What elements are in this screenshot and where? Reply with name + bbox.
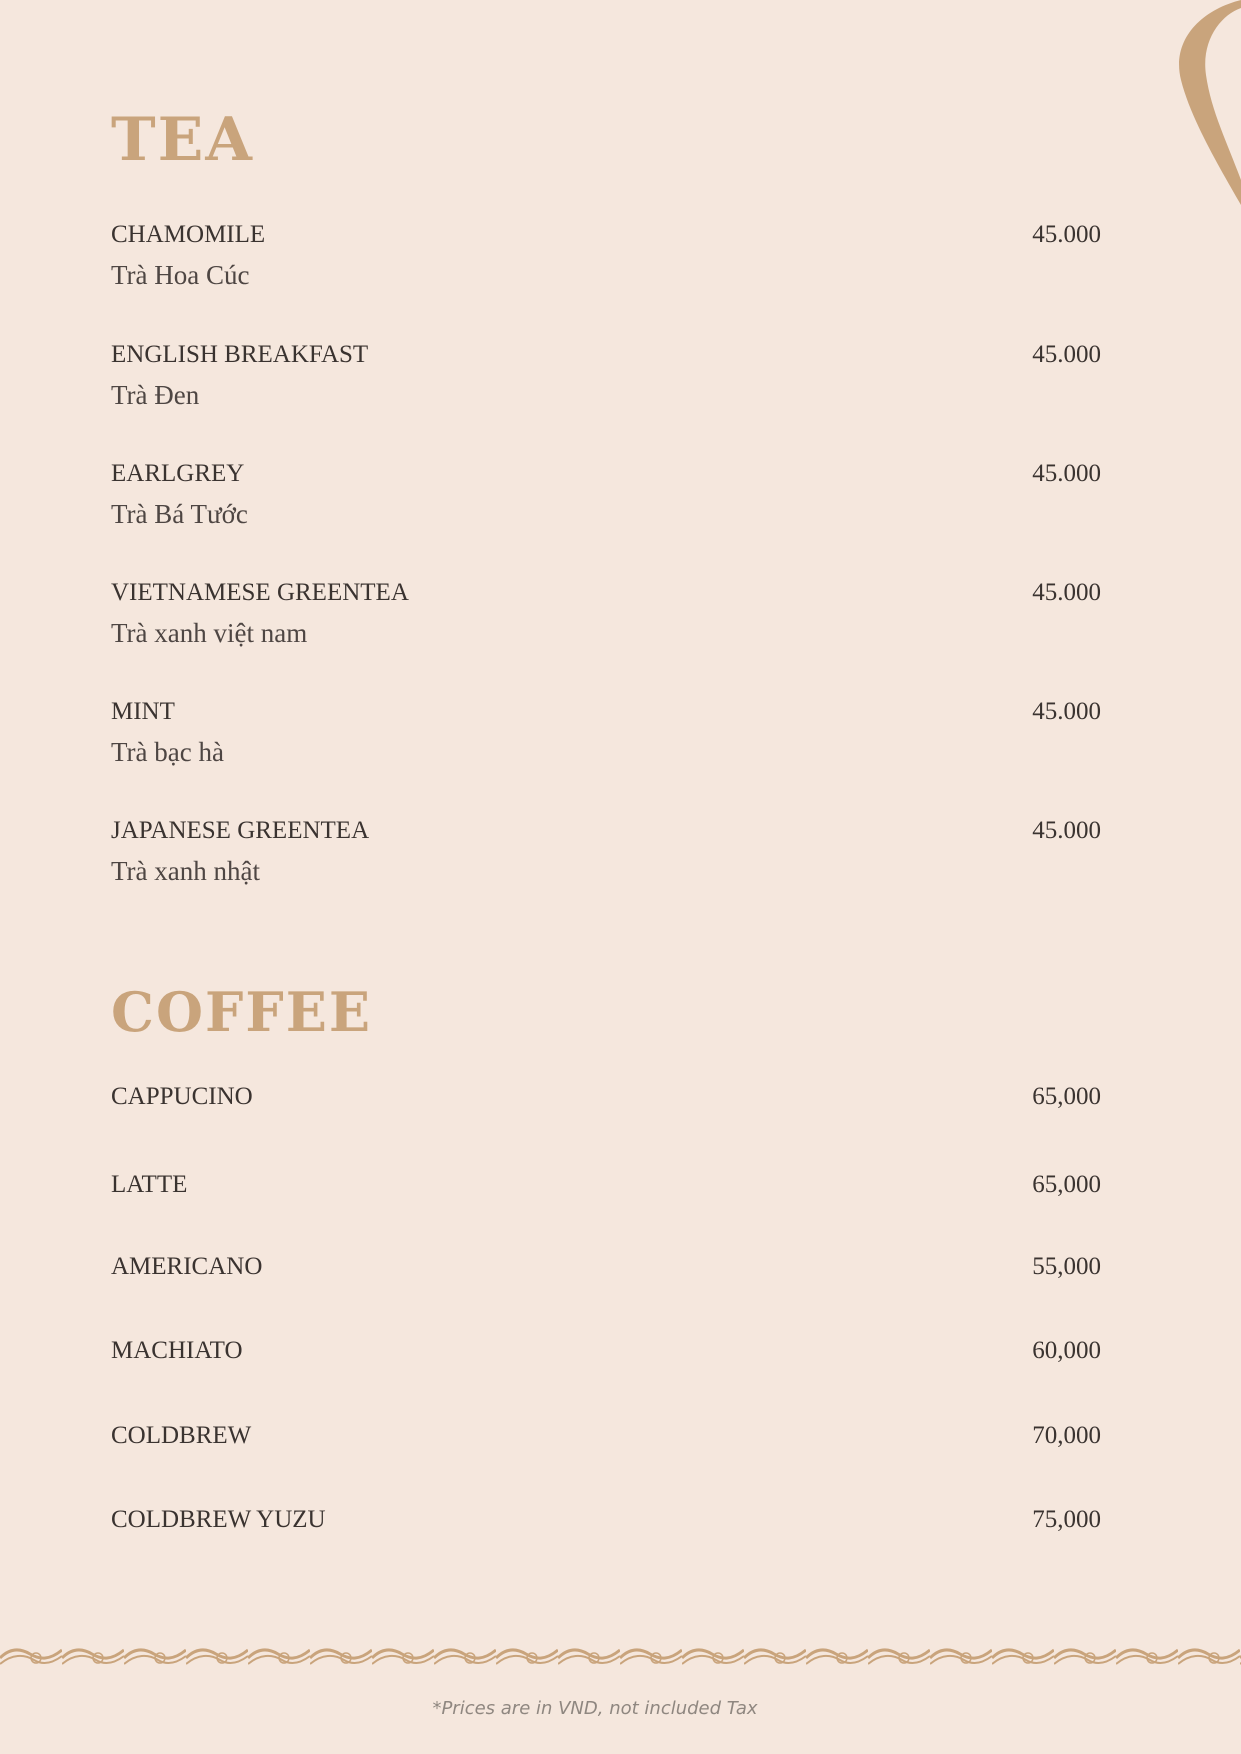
item-name: ENGLISH BREAKFAST xyxy=(111,341,369,368)
item-name: COLDBREW YUZU xyxy=(111,1506,326,1533)
item-vietnamese-name: Trà xanh việt nam xyxy=(111,618,308,648)
item-vietnamese-name: Trà xanh nhật xyxy=(111,856,260,886)
item-vietnamese-name: Trà Đen xyxy=(111,380,200,410)
item-vietnamese-name: Trà Hoa Cúc xyxy=(111,260,250,290)
item-price: 45.000 xyxy=(1032,817,1101,844)
coffee-section-title: COFFEE xyxy=(111,980,373,1044)
tea-section-title: TEA xyxy=(111,105,254,175)
item-vietnamese-name: Trà bạc hà xyxy=(111,737,224,767)
item-price: 45.000 xyxy=(1032,698,1101,725)
item-price: 65,000 xyxy=(1032,1083,1101,1110)
item-price: 45.000 xyxy=(1032,579,1101,606)
item-name: CHAMOMILE xyxy=(111,221,266,248)
item-name: LATTE xyxy=(111,1171,188,1198)
item-name: VIETNAMESE GREENTEA xyxy=(111,579,409,606)
item-name: EARLGREY xyxy=(111,460,245,487)
item-price: 45.000 xyxy=(1032,341,1101,368)
wave-pattern-icon xyxy=(0,1640,1241,1670)
corner-swoosh-icon xyxy=(1171,0,1241,210)
price-footnote: *Prices are in VND, not included Tax xyxy=(432,1698,758,1719)
item-name: MINT xyxy=(111,698,175,725)
item-name: MACHIATO xyxy=(111,1337,243,1364)
item-name: AMERICANO xyxy=(111,1253,263,1280)
item-price: 55,000 xyxy=(1032,1253,1101,1280)
item-price: 45.000 xyxy=(1032,221,1101,248)
item-price: 60,000 xyxy=(1032,1337,1101,1364)
item-price: 70,000 xyxy=(1032,1422,1101,1449)
item-price: 45.000 xyxy=(1032,460,1101,487)
item-name: COLDBREW xyxy=(111,1422,252,1449)
item-vietnamese-name: Trà Bá Tước xyxy=(111,499,248,529)
item-name: CAPPUCINO xyxy=(111,1083,253,1110)
item-name: JAPANESE GREENTEA xyxy=(111,817,370,844)
item-price: 75,000 xyxy=(1032,1506,1101,1533)
item-price: 65,000 xyxy=(1032,1171,1101,1198)
